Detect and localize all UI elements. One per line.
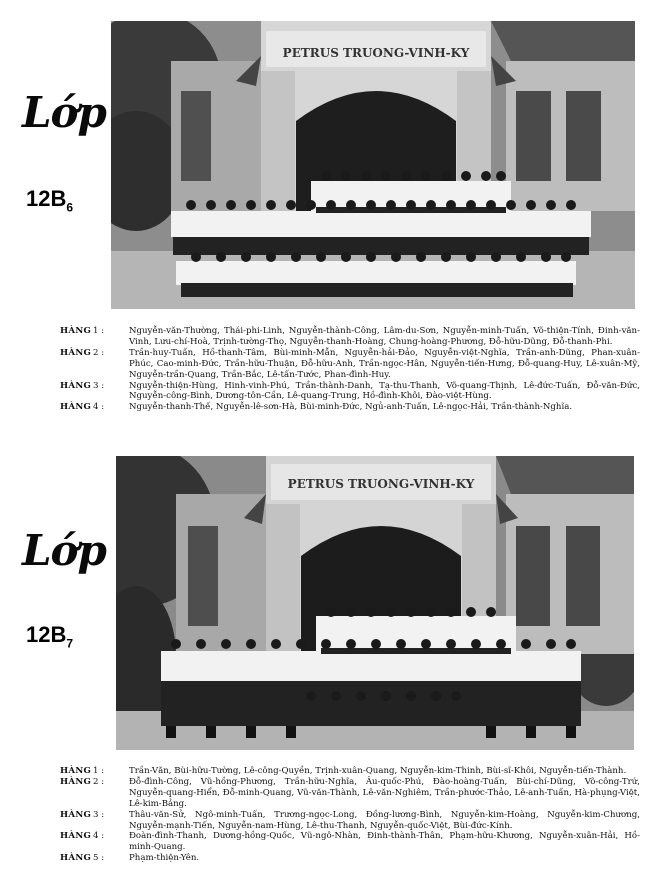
row-names: Đỗ-đình-Công, Vũ-hồng-Phương, Trần-hữu-Nghĩa, Âu-quốc-Phú, Đào-hoàng-Tuấn, Bùi-chí-Dũng, Võ-công-Trứ, Nguyễn-quang-Hiển, Đỗ-minh-Quang, Vũ-văn-Thành, Lê-văn-Nghiêm, Trần-phước-Thảo, Lê-anh-Tuấn, Hà-phụng-Việt, Lê-kim-Bảng. [129, 776, 640, 809]
class-12b7-section [0, 440, 660, 886]
row-number: 1 : [93, 326, 105, 336]
class-photo [111, 21, 635, 309]
lop-heading: Lớp [22, 526, 106, 575]
class-number [26, 622, 73, 650]
row-number: 5 : [93, 853, 105, 864]
row-entry [60, 810, 640, 832]
row-label: HÀNG [60, 380, 92, 391]
class-number [26, 186, 73, 214]
row-label: HÀNG [60, 831, 92, 842]
row-entry [60, 402, 640, 413]
row-names: Đoàn-đình-Thanh, Dương-hồng-Quốc, Vũ-ngô-Nhàn, Đinh-thành-Thân, Phạm-hữu-Khương, Nguyễn-xuân-Hải, Hồ-minh-Quang. [129, 831, 640, 853]
row-label: HÀNG [60, 766, 92, 776]
row-number: 4 : [93, 831, 105, 842]
row-names: Nguyễn-văn-Thường, Thái-phi-Linh, Nguyễn-thành-Công, Lâm-du-Sơn, Nguyễn-minh-Tuấn, Võ-thiện-Tính, Đinh-văn-Vinh, Lưu-chí-Hoà, Trịnh-tường-Thọ, Nguyễn-thanh-Hoàng, Chung-hoàng-Phương, Đỗ-hữu-Dũng, Đỗ-thanh-Phi. [129, 326, 640, 347]
row-names: Trần-huy-Tuấn, Hồ-thanh-Tâm, Bùi-minh-Mẫn, Nguyễn-hải-Đảo, Nguyễn-việt-Nghĩa, Trần-anh-Dũng, Phan-xuân-Phúc, Cao-minh-Đức, Trần-hữu-Thuận, Đỗ-hữu-Anh, Trần-ngọc-Hân, Nguyễn-tiến-Hưng, Đỗ-quang-Huy, Lê-xuân-Mỹ, Nguyễn-trần-Quang, Trần-Bắc, Lê-tấn-Tước, Phan-đình-Huy. [129, 347, 640, 380]
row-names: Nguyễn-thiện-Hùng, Hinh-vinh-Phú, Trần-thành-Danh, Tạ-thu-Thanh, Võ-quang-Thịnh, Lê-đức-Tuấn, Đỗ-văn-Đức, Nguyễn-công-Bình, Dương-tôn-Cần, Lê-quang-Trung, Hồ-đình-Khôi, Đào-việt-Hùng. [129, 380, 640, 402]
row-entry [60, 766, 640, 777]
row-label: HÀNG [60, 347, 92, 358]
row-label: HÀNG [60, 809, 92, 820]
row-entry [60, 381, 640, 403]
class-number-main: 12B [26, 186, 67, 211]
class-photo [116, 456, 634, 750]
lop-heading: Lớp [22, 88, 106, 137]
row-number: 2 : [93, 347, 105, 358]
row-entry [60, 831, 640, 853]
row-entry [60, 777, 640, 810]
row-names: Nguyễn-thanh-Thế, Nguyễn-lê-sơn-Hà, Bùi-minh-Đức, Ngủ-anh-Tuấn, Lê-ngọc-Hải, Trần-thành-Nghĩa. [129, 402, 573, 413]
name-rows [60, 326, 640, 413]
row-label: HÀNG [60, 402, 92, 413]
row-names: Thâu-văn-Sử, Ngô-minh-Tuấn, Trương-ngọc-Long, Đồng-lương-Bình, Nguyễn-kim-Hoàng, Nguyễn-kim-Chương, Nguyễn-mạnh-Tiến, Nguyễn-nam-Hùng, Lê-thu-Thanh, Nguyễn-quốc-Việt, Bùi-đức-Kính. [129, 809, 640, 831]
row-number: 3 : [93, 380, 105, 391]
row-entry [60, 326, 640, 348]
building-sign: PETRUS TRUONG-VINH-KY [287, 477, 475, 491]
name-rows [60, 766, 640, 864]
row-label: HÀNG [60, 853, 92, 864]
row-number: 1 : [93, 766, 105, 776]
building-sign: PETRUS TRUONG-VINH-KY [282, 46, 470, 60]
class-photo-image [111, 21, 635, 309]
row-number: 4 : [93, 402, 105, 413]
row-number: 2 : [93, 776, 105, 787]
class-12b6-section [0, 0, 660, 440]
row-names: Trần-Văn, Bùi-hữu-Tường, Lê-công-Quyền, Trịnh-xuân-Quang, Nguyễn-kim-Thinh, Bùi-sĩ-Khôi, Nguyễn-tiến-Thành. [129, 766, 627, 776]
row-label: HÀNG [60, 326, 92, 336]
row-number: 3 : [93, 809, 105, 820]
row-entry [60, 853, 640, 864]
class-number-sub: 6 [66, 200, 74, 215]
class-photo-image [116, 456, 634, 750]
row-entry [60, 348, 640, 381]
row-names: Phạm-thiện-Yên. [129, 853, 200, 864]
class-number-main: 12B [26, 622, 67, 647]
row-label: HÀNG [60, 776, 92, 787]
class-number-sub: 7 [66, 636, 74, 651]
